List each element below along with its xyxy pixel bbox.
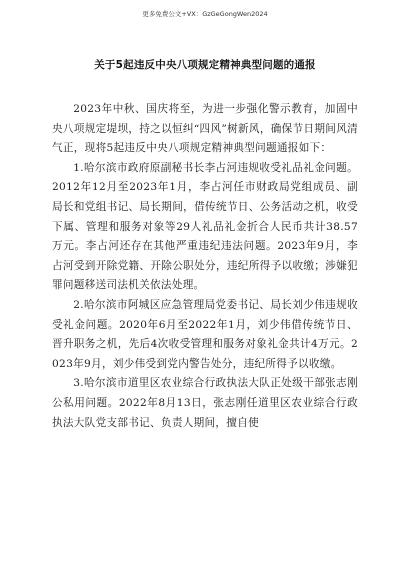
case-3-paragraph: 3.哈尔滨市道里区农业综合行政执法大队正处级干部张志刚公私用问题。2022年8月13日，张志刚任道里区农业综合行政执法大队党支部书记、负责人期间，擅自使 (52, 377, 358, 429)
case-1-paragraph: 1.哈尔滨市政府原副秘书长李占河违规收受礼品礼金问题。2012年12月至2023年1月，李占河任市财政局党组成员、副局长和党组书记、局长期间，借传统节日、公务活动之机，收受下属、管理和服务对象等29人礼品礼金折合人民币共计38.57万元。李占河还存在其他严重违纪违法问题。2023年9月，李占河受到开除党籍、开除公职处分，违纪所得予以收缴；涉嫌犯罪问题移送司法机关依法处理。 (52, 161, 358, 292)
intro-paragraph: 2023年中秋、国庆将至，为进一步强化警示教育，加固中央八项规定堤坝，持之以恒纠“四风”树新风，确保节日期间风清气正，现将5起违反中央八项规定精神典型问题通报如下： (52, 103, 358, 155)
document-body (52, 100, 358, 433)
header-note: 更多免费公文+VX：GzGeGongWen2024 (142, 10, 268, 18)
document-title: 关于5起违反中央八项规定精神典型问题的通报 (94, 59, 316, 71)
case-2-paragraph: 2.哈尔滨市阿城区应急管理局党委书记、局长刘少伟违规收受礼金问题。2020年6月至2022年1月，刘少伟借传统节日、晋升职务之机，先后4次收受管理和服务对象礼金共计4万元。2023年9月，刘少伟受到党内警告处分，违纪所得予以收缴。 (52, 298, 358, 370)
